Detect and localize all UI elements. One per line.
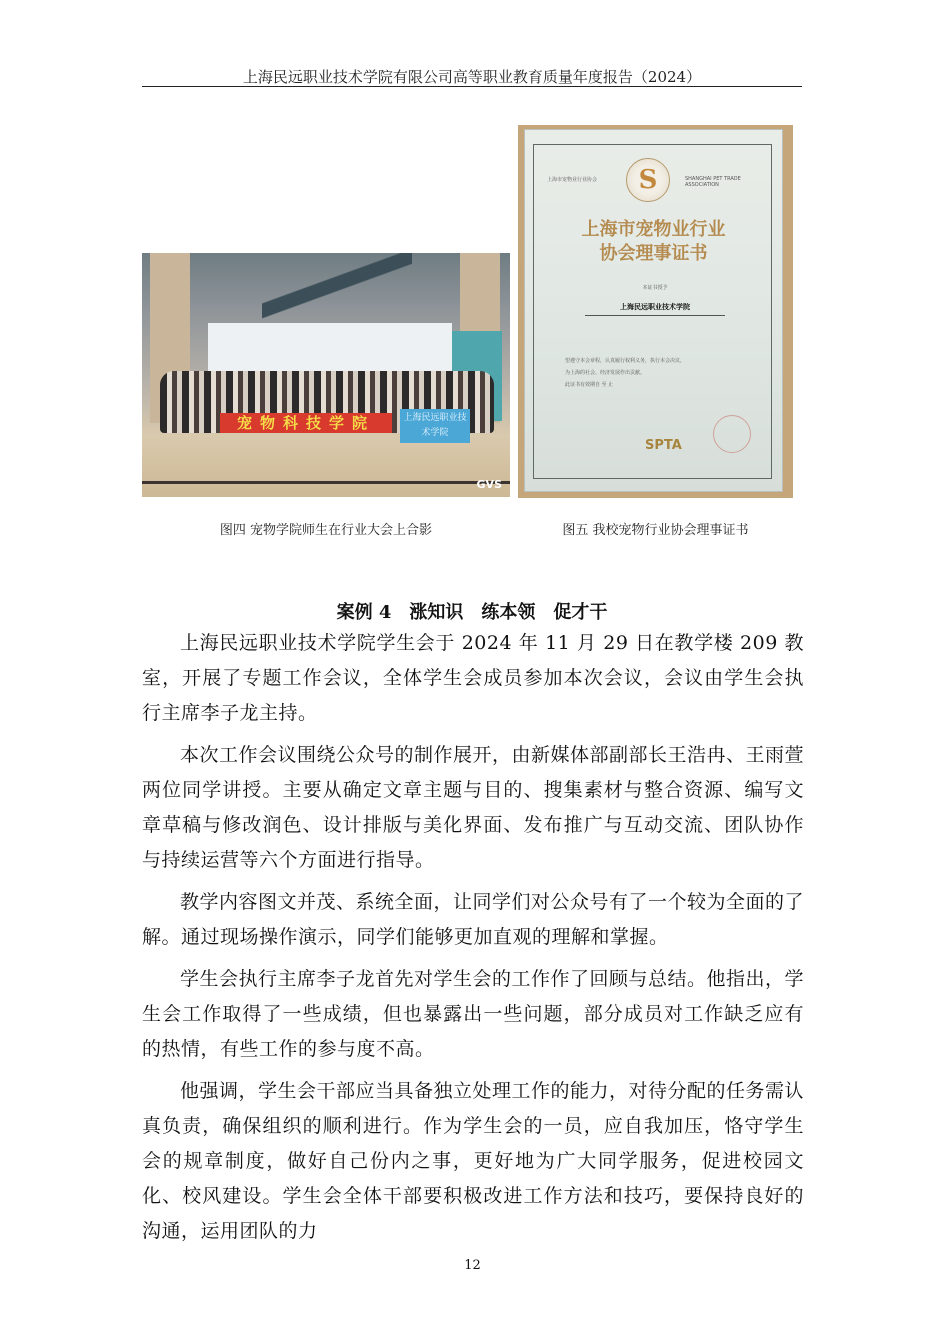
group-photo: [142, 253, 510, 497]
cert-brand: SPTA: [645, 438, 682, 453]
paragraph: 教学内容图文并茂、系统全面，让同学们对公众号有了一个较为全面的了解。通过现场操作演示，同学们能够更加直观的理解和掌握。: [142, 891, 805, 948]
section-label: 案例 4: [336, 602, 392, 623]
cert-recipient: 上海民远职业技术学院: [585, 302, 725, 316]
section-part: 涨知识: [409, 602, 464, 623]
cert-text-2: 为上海的社会、经济发展作出贡献。: [565, 370, 646, 376]
cert-body: [565, 355, 745, 391]
page-number: 12: [464, 1258, 481, 1273]
cert-intro: 本证书授予: [642, 285, 668, 291]
cert-org-en: SHANGHAI PET TRADE ASSOCIATION: [685, 176, 741, 188]
paragraph: 他强调，学生会干部应当具备独立处理工作的能力，对待分配的任务需认真负责，确保组织的顺利进行。作为学生会的一员，应自我加压，恪守学生会的规章制度，做好自己份内之事，更好地为广大同学服务，促进校园文化、校风建设。学生会全体干部要积极改进工作方法和技巧，要保持良好的沟通，运用团队的力: [142, 1080, 805, 1242]
certificate-glass: [524, 129, 783, 492]
red-banner: 宠物科技学院: [220, 413, 392, 433]
escalator: [262, 253, 412, 323]
cert-text-1: 望遵守本会章程，认真履行权利义务，执行本会决议，: [565, 358, 686, 364]
section-part: 练本领: [481, 602, 536, 623]
cert-title-line1: 上海市宠物业行业: [581, 219, 726, 240]
blue-banner: 上海民远职业技术学院: [400, 409, 470, 443]
figure-4-caption: 图四 宠物学院师生在行业大会上合影: [219, 523, 433, 538]
association-logo-icon: S: [626, 158, 670, 202]
paragraph: 学生会执行主席李子龙首先对学生会的工作作了回顾与总结。他指出，学生会工作取得了一些成绩，但也暴露出一些问题，部分成员对工作缺乏应有的热情，有些工作的参与度不高。: [142, 968, 805, 1060]
cert-title: [525, 218, 782, 266]
body-text: [142, 626, 804, 1256]
running-header: 上海民远职业技术学院有限公司高等职业教育质量年度报告（2024）: [242, 68, 702, 86]
certificate-photo: [518, 125, 793, 498]
header-rule: [142, 86, 802, 87]
paragraph: 上海民远职业技术学院学生会于 2024 年 11 月 29 日在教学楼 209 教室，开展了专题工作会议，全体学生会成员参加本次会议，会议由学生会执行主席李子龙主持。: [142, 632, 804, 724]
gvs-watermark: GVS: [476, 478, 502, 491]
cert-org-cn: 上海市宠物业行业协会: [547, 177, 598, 183]
seal-stamp: [713, 415, 751, 453]
cert-title-line2: 协会理事证书: [599, 243, 708, 264]
floor-line: [142, 481, 510, 484]
cert-validity: 此证书有效期自 至 止: [565, 382, 614, 388]
figure-5-caption: 图五 我校宠物行业协会理事证书: [562, 523, 749, 538]
section-title: [142, 598, 802, 624]
section-part: 促才干: [553, 602, 608, 623]
paragraph: 本次工作会议围绕公众号的制作展开，由新媒体部副部长王浩冉、王雨萱两位同学讲授。主要从确定文章主题与目的、搜集素材与整合资源、编写文章草稿与修改润色、设计排版与美化界面、发布推广与互动交流、团队协作与持续运营等六个方面进行指导。: [142, 744, 805, 871]
